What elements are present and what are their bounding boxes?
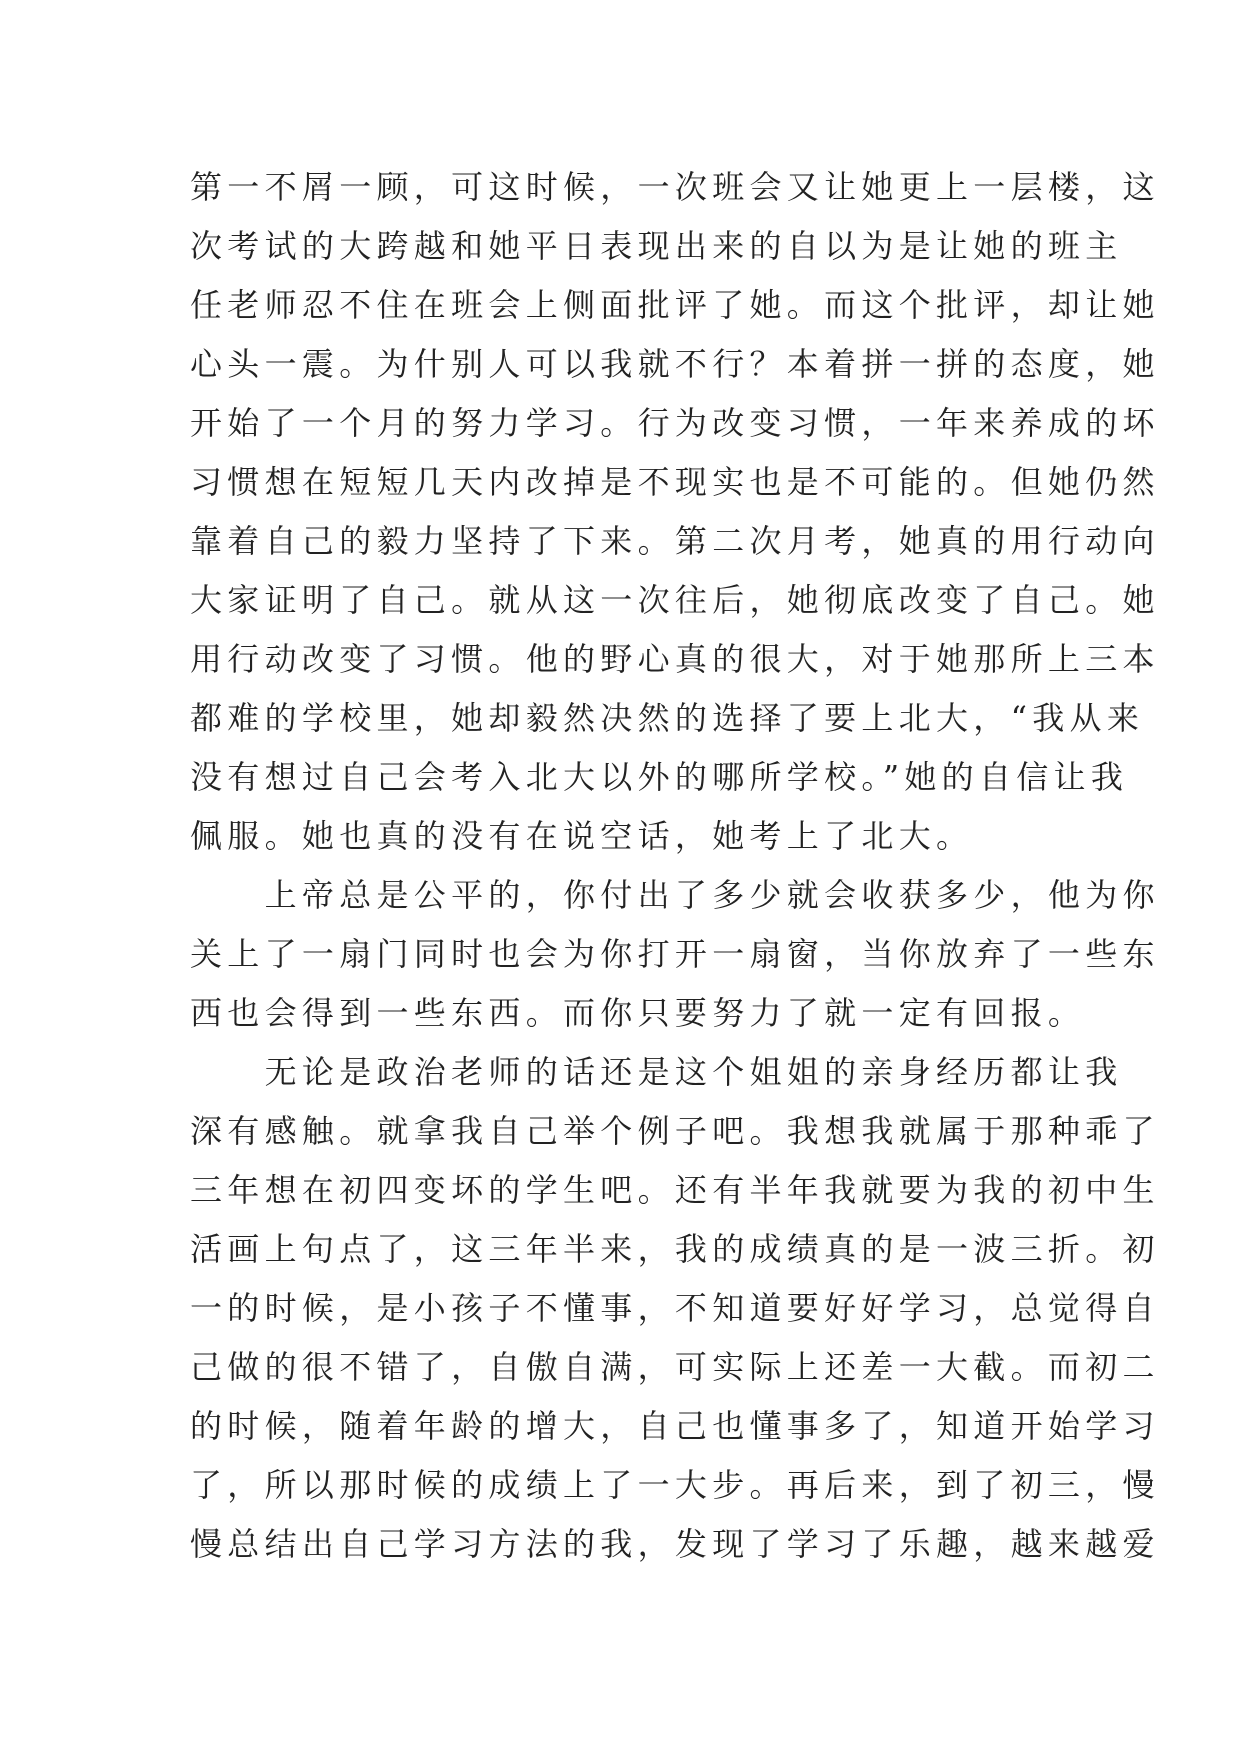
- text-line: 无论是政治老师的话还是这个姐姐的亲身经历都让我: [190, 1053, 1123, 1091]
- text-line: 上帝总是公平的，你付出了多少就会收获多少，他为你: [190, 876, 1160, 914]
- text-line: 了，所以那时候的成绩上了一大步。再后来，到了初三，慢: [190, 1466, 1160, 1504]
- text-line: 次考试的大跨越和她平日表现出来的自以为是让她的班主: [190, 227, 1123, 265]
- text-line: 心头一震。为什别人可以我就不行？本着拼一拼的态度，她: [190, 345, 1160, 383]
- text-line: 慢总结出自己学习方法的我，发现了学习了乐趣，越来越爱: [190, 1525, 1160, 1563]
- text-line: 西也会得到一些东西。而你只要努力了就一定有回报。: [190, 994, 1086, 1032]
- text-line: 没有想过自己会考入北大以外的哪所学校。”她的自信让我: [190, 758, 1129, 796]
- text-line: 第一不屑一顾，可这时候，一次班会又让她更上一层楼，这: [190, 168, 1160, 206]
- text-line: 己做的很不错了，自傲自满，可实际上还差一大截。而初二: [190, 1348, 1160, 1386]
- text-line: 的时候，随着年龄的增大，自己也懂事多了，知道开始学习: [190, 1407, 1160, 1445]
- text-line: 活画上句点了，这三年半来，我的成绩真的是一波三折。初: [190, 1230, 1160, 1268]
- text-line: 用行动改变了习惯。他的野心真的很大，对于她那所上三本: [190, 640, 1160, 678]
- text-line: 习惯想在短短几天内改掉是不现实也是不可能的。但她仍然: [190, 463, 1160, 501]
- text-line: 都难的学校里，她却毅然决然的选择了要上北大，“我从来: [190, 699, 1145, 737]
- text-line: 一的时候，是小孩子不懂事，不知道要好好学习，总觉得自: [190, 1289, 1160, 1327]
- text-line: 关上了一扇门同时也会为你打开一扇窗，当你放弃了一些东: [190, 935, 1160, 973]
- text-line: 任老师忍不住在班会上侧面批评了她。而这个批评，却让她: [190, 286, 1160, 324]
- text-line: 开始了一个月的努力学习。行为改变习惯，一年来养成的坏: [190, 404, 1160, 442]
- text-line: 大家证明了自己。就从这一次往后，她彻底改变了自己。她: [190, 581, 1160, 619]
- text-line: 靠着自己的毅力坚持了下来。第二次月考，她真的用行动向: [190, 522, 1160, 560]
- text-line: 佩服。她也真的没有在说空话，她考上了北大。: [190, 817, 974, 855]
- text-line: 三年想在初四变坏的学生吧。还有半年我就要为我的初中生: [190, 1171, 1160, 1209]
- text-line: 深有感触。就拿我自己举个例子吧。我想我就属于那种乖了: [190, 1112, 1160, 1150]
- body-text: [190, 158, 1160, 1574]
